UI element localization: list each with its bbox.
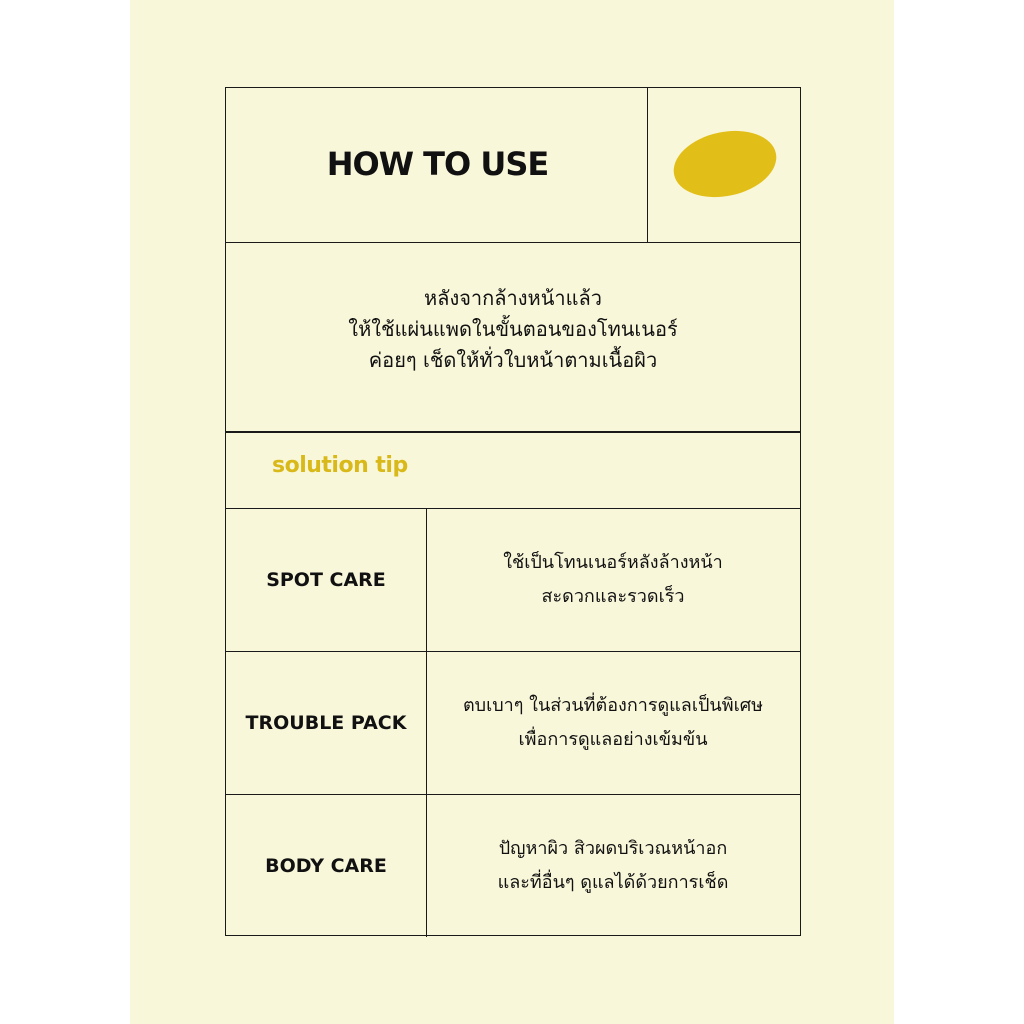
description-line: ให้ใช้แผ่นแพดในขั้นตอนของโทนเนอร์ [348, 317, 678, 341]
trouble-pack-line: ตบเบาๆ ในส่วนที่ต้องการดูแลเป็นพิเศษ [462, 695, 764, 716]
trouble-pack-line: เพื่อการดูแลอย่างเข้มข้น [518, 729, 708, 750]
spot-care-line: สะดวกและรวดเร็ว [541, 586, 685, 607]
badge-cell [647, 88, 801, 242]
trouble-pack-description [426, 652, 800, 794]
yellow-oval-decoration [667, 122, 782, 206]
body-care-label: BODY CARE [226, 794, 427, 937]
solution-tip-label: solution tip [272, 453, 408, 478]
page-title: HOW TO USE [326, 145, 549, 183]
spot-care-description [426, 509, 800, 651]
spot-care-line: ใช้เป็นโทนเนอร์หลังล้างหน้า [503, 552, 723, 573]
spot-care-label: SPOT CARE [226, 509, 427, 651]
description-line: หลังจากล้างหน้าแล้ว [424, 286, 602, 310]
body-care-description [426, 794, 800, 937]
header-row [226, 88, 800, 243]
description-text [226, 283, 800, 376]
body-care-line: และที่อื่นๆ ดูแลได้ด้วยการเช็ด [497, 871, 729, 893]
title-cell [226, 88, 648, 242]
body-care-line: ปัญหาผิว สิวผดบริเวณหน้าอก [498, 837, 728, 859]
description-row [226, 243, 800, 433]
spot-care-row [226, 509, 800, 652]
how-to-use-card [225, 87, 801, 936]
trouble-pack-row [226, 652, 800, 795]
trouble-pack-label: TROUBLE PACK [226, 652, 427, 794]
body-care-row [226, 794, 800, 937]
description-line: ค่อยๆ เช็ดให้ทั่วใบหน้าตามเนื้อผิว [368, 348, 658, 372]
solution-tip-row [226, 433, 800, 509]
